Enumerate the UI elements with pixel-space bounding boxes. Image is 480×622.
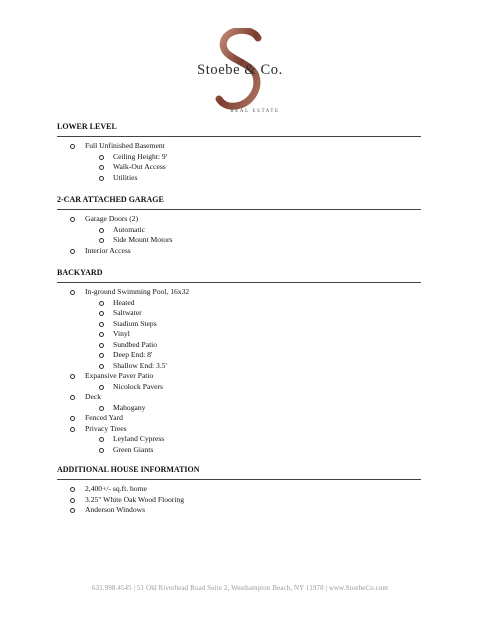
list-item: In-ground Swimming Pool, 16x32 Heated Saltwater Stadium Steps Vinyl Sundbed Patio Deep End: 8' Shallow End: 3.5' (57, 287, 421, 371)
section-heading: ADDITIONAL HOUSE INFORMATION (57, 465, 200, 474)
list-item: Leyland Cypress (57, 434, 421, 445)
feature-list (57, 287, 421, 455)
sub-list (85, 403, 421, 414)
list-item: Green Giants (57, 445, 421, 456)
list-item: Privacy Trees Leyland Cypress Green Giants (57, 424, 421, 456)
sub-list (85, 382, 421, 393)
list-item: Sundbed Patio (57, 340, 421, 351)
hollow-bullet-icon (99, 165, 104, 170)
hollow-bullet-icon (70, 395, 75, 400)
hollow-bullet-icon (70, 290, 75, 295)
hollow-bullet-icon (70, 427, 75, 432)
hollow-bullet-icon (99, 437, 104, 442)
list-item: Ceiling Height: 9' (57, 152, 421, 163)
hollow-bullet-icon (99, 406, 104, 411)
list-item: Walk-Out Access (57, 162, 421, 173)
list-item: Utilities (57, 173, 421, 184)
brand-name: Stoebe & Co. (197, 62, 283, 78)
section-divider (57, 479, 421, 480)
list-item: Garage Doors (2) Automatic Side Mount Motors (57, 214, 421, 246)
list-item: 2,400+/- sq.ft. home (57, 484, 421, 495)
hollow-bullet-icon (99, 332, 104, 337)
hollow-bullet-icon (99, 301, 104, 306)
section-lower-level (57, 122, 421, 183)
section-divider (57, 209, 421, 210)
hollow-bullet-icon (99, 228, 104, 233)
hollow-bullet-icon (70, 508, 75, 513)
section-garage (57, 195, 421, 256)
section-heading: BACKYARD (57, 268, 103, 277)
company-logo (0, 28, 480, 123)
section-heading: LOWER LEVEL (57, 122, 117, 131)
hollow-bullet-icon (99, 176, 104, 181)
list-item: 3.25" White Oak Wood Flooring (57, 495, 421, 506)
hollow-bullet-icon (99, 155, 104, 160)
section-divider (57, 282, 421, 283)
list-item: Fenced Yard (57, 413, 421, 424)
brand-tagline: REAL ESTATE (230, 109, 280, 114)
feature-list (57, 141, 421, 183)
feature-list (57, 484, 421, 516)
list-item: Shallow End: 3.5' (57, 361, 421, 372)
list-item: Anderson Windows (57, 505, 421, 516)
list-item: Saltwater (57, 308, 421, 319)
sub-list (85, 298, 421, 372)
section-additional-info (57, 465, 421, 516)
list-item: Stadium Steps (57, 319, 421, 330)
hollow-bullet-icon (70, 498, 75, 503)
sub-list (85, 152, 421, 184)
section-heading: 2-CAR ATTACHED GARAGE (57, 195, 164, 204)
section-backyard (57, 268, 421, 455)
list-item: Interior Access (57, 246, 421, 257)
hollow-bullet-icon (99, 343, 104, 348)
list-item: Side Mount Motors (57, 235, 421, 246)
contact-footer: 631.998.4545 | 51 Old Riverhead Road Suite 2, Westhampton Beach, NY 11978 | www.StoebeCo.com (92, 584, 388, 592)
hollow-bullet-icon (99, 238, 104, 243)
sub-list (85, 225, 421, 246)
section-divider (57, 136, 421, 137)
hollow-bullet-icon (70, 217, 75, 222)
list-item: Heated (57, 298, 421, 309)
hollow-bullet-icon (70, 374, 75, 379)
feature-list (57, 214, 421, 256)
hollow-bullet-icon (99, 448, 104, 453)
list-item: Full Unfinished Basement Ceiling Height: 9' Walk-Out Access Utilities (57, 141, 421, 183)
hollow-bullet-icon (70, 487, 75, 492)
sub-list (85, 434, 421, 455)
list-item: Deep End: 8' (57, 350, 421, 361)
hollow-bullet-icon (99, 385, 104, 390)
list-item: Expansive Paver Patio Nicolock Pavers (57, 371, 421, 392)
list-item: Vinyl (57, 329, 421, 340)
list-item: Mahogany (57, 403, 421, 414)
list-item: Automatic (57, 225, 421, 236)
hollow-bullet-icon (70, 144, 75, 149)
list-item: Deck Mahogany (57, 392, 421, 413)
hollow-bullet-icon (99, 364, 104, 369)
hollow-bullet-icon (70, 416, 75, 421)
hollow-bullet-icon (70, 249, 75, 254)
list-item: Nicolock Pavers (57, 382, 421, 393)
hollow-bullet-icon (99, 311, 104, 316)
hollow-bullet-icon (99, 322, 104, 327)
hollow-bullet-icon (99, 353, 104, 358)
